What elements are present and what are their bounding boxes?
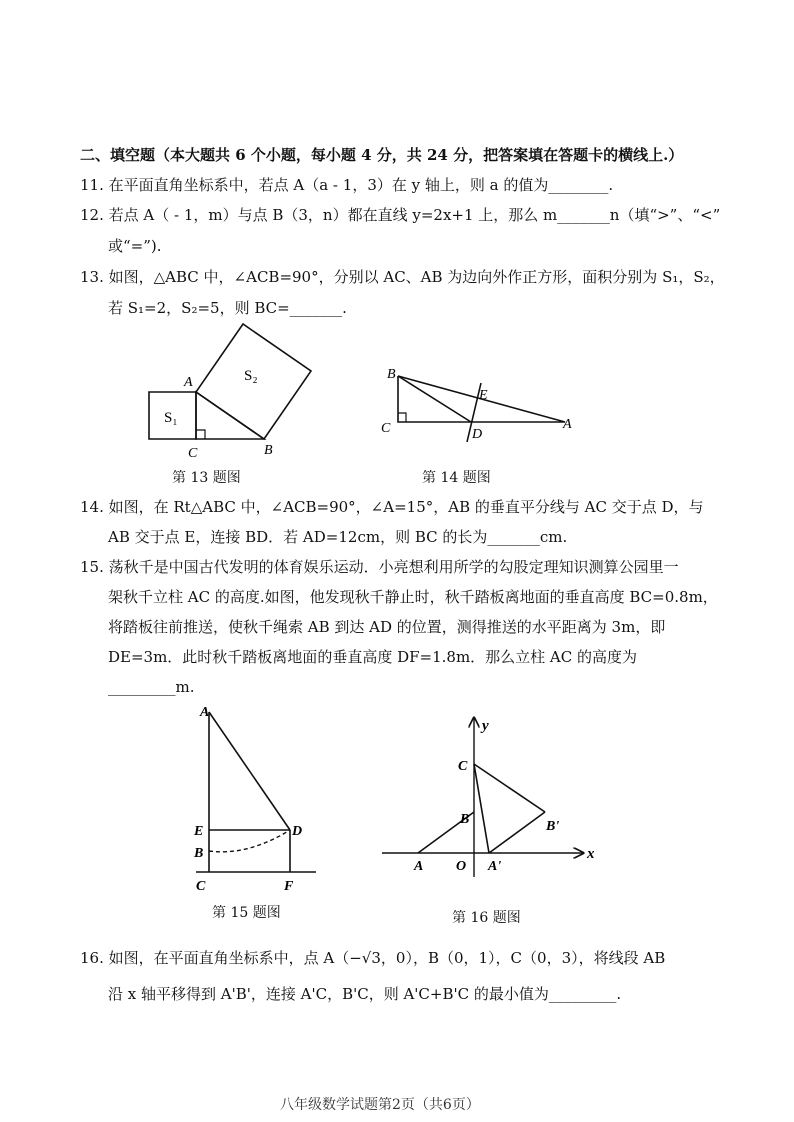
fig15-label-E: E <box>194 824 204 839</box>
question-14-line2: AB 交于点 E，连接 BD．若 AD=12cm，则 BC 的长为_______cm. <box>108 528 568 546</box>
fig15-label-A: A <box>200 705 210 720</box>
fig16-label-O: O <box>456 859 467 874</box>
caption-fig13: 第 13 题图 <box>172 470 241 486</box>
question-14-line1: 14. 如图，在 Rt△ABC 中，∠ACB=90°，∠A=15°，AB 的垂直平分线与 AC 交于点 D，与 <box>80 498 704 516</box>
question-15-line1: 15. 荡秋千是中国古代发明的体育娱乐运动．小亮想利用所学的勾股定理知识测算公园里一 <box>80 558 679 576</box>
fig13-label-C: C <box>188 446 198 461</box>
figure-13 <box>140 322 340 462</box>
page-footer: 八年级数学试题第2页（共6页） <box>280 1097 480 1113</box>
fig16-label-C: C <box>458 759 468 774</box>
fig14-label-C: C <box>381 421 391 436</box>
question-15-line3: 将踏板往前推送，使秋千绳索 AB 到达 AD 的位置，测得推送的水平距离为 3m，即 <box>108 618 666 636</box>
question-11: 11. 在平面直角坐标系中，若点 A（a - 1，3）在 y 轴上，则 a 的值为________. <box>80 176 614 194</box>
caption-fig14: 第 14 题图 <box>422 470 491 486</box>
fig14-label-D: D <box>472 427 483 442</box>
question-16-line2: 沿 x 轴平移得到 A'B'，连接 A'C，B'C，则 A'C+B'C 的最小值为_________. <box>108 985 622 1003</box>
fig14-label-B: B <box>387 367 396 382</box>
question-13-line1: 13. 如图，△ABC 中，∠ACB=90°，分别以 AC、AB 为边向外作正方形，面积分别为 S₁，S₂， <box>80 268 725 286</box>
section-title: 二、填空题（本大题共 6 个小题，每小题 4 分，共 24 分，把答案填在答题卡的横线上.） <box>80 146 684 164</box>
fig13-label-B: B <box>264 443 273 458</box>
question-16-line1: 16. 如图，在平面直角坐标系中，点 A（−√3，0），B（0，1），C（0，3），将线段 AB <box>80 949 666 967</box>
fig16-label-B-prime: B' <box>546 819 560 834</box>
fig15-label-C: C <box>196 879 206 894</box>
caption-fig16: 第 16 题图 <box>452 910 521 926</box>
fig16-label-A-prime: A' <box>488 859 502 874</box>
figure-15 <box>188 700 328 895</box>
fig14-label-A: A <box>563 417 572 432</box>
fig16-label-B: B <box>460 812 470 827</box>
fig16-label-y: y <box>482 718 489 734</box>
figure-16 <box>378 712 603 882</box>
fig13-label-S1: S₁ <box>164 410 178 426</box>
question-15-line4: DE=3m．此时秋千踏板离地面的垂直高度 DF=1.8m．那么立柱 AC 的高度为 <box>108 648 638 666</box>
fig13-label-A: A <box>184 375 193 390</box>
question-12-line1: 12. 若点 A（ - 1，m）与点 B（3，n）都在直线 y=2x+1 上，那么 m_______n（填“>”、“<” <box>80 206 721 224</box>
question-15-line5: _________m. <box>108 678 195 696</box>
fig13-label-S2: S₂ <box>244 368 258 384</box>
fig15-label-B: B <box>194 846 204 861</box>
caption-fig15: 第 15 题图 <box>212 905 281 921</box>
fig15-label-F: F <box>284 879 294 894</box>
figure-14 <box>375 362 590 452</box>
fig14-label-E: E <box>479 388 488 403</box>
question-12-line2: 或“=”). <box>108 237 162 255</box>
question-15-line2: 架秋千立柱 AC 的高度.如图，他发现秋千静止时，秋千踏板离地面的垂直高度 BC=0.8m， <box>108 588 718 606</box>
fig16-label-x: x <box>587 846 595 862</box>
fig16-label-A: A <box>414 859 424 874</box>
fig15-label-D: D <box>292 824 303 839</box>
question-13-line2: 若 S₁=2，S₂=5，则 BC=_______. <box>108 299 347 317</box>
